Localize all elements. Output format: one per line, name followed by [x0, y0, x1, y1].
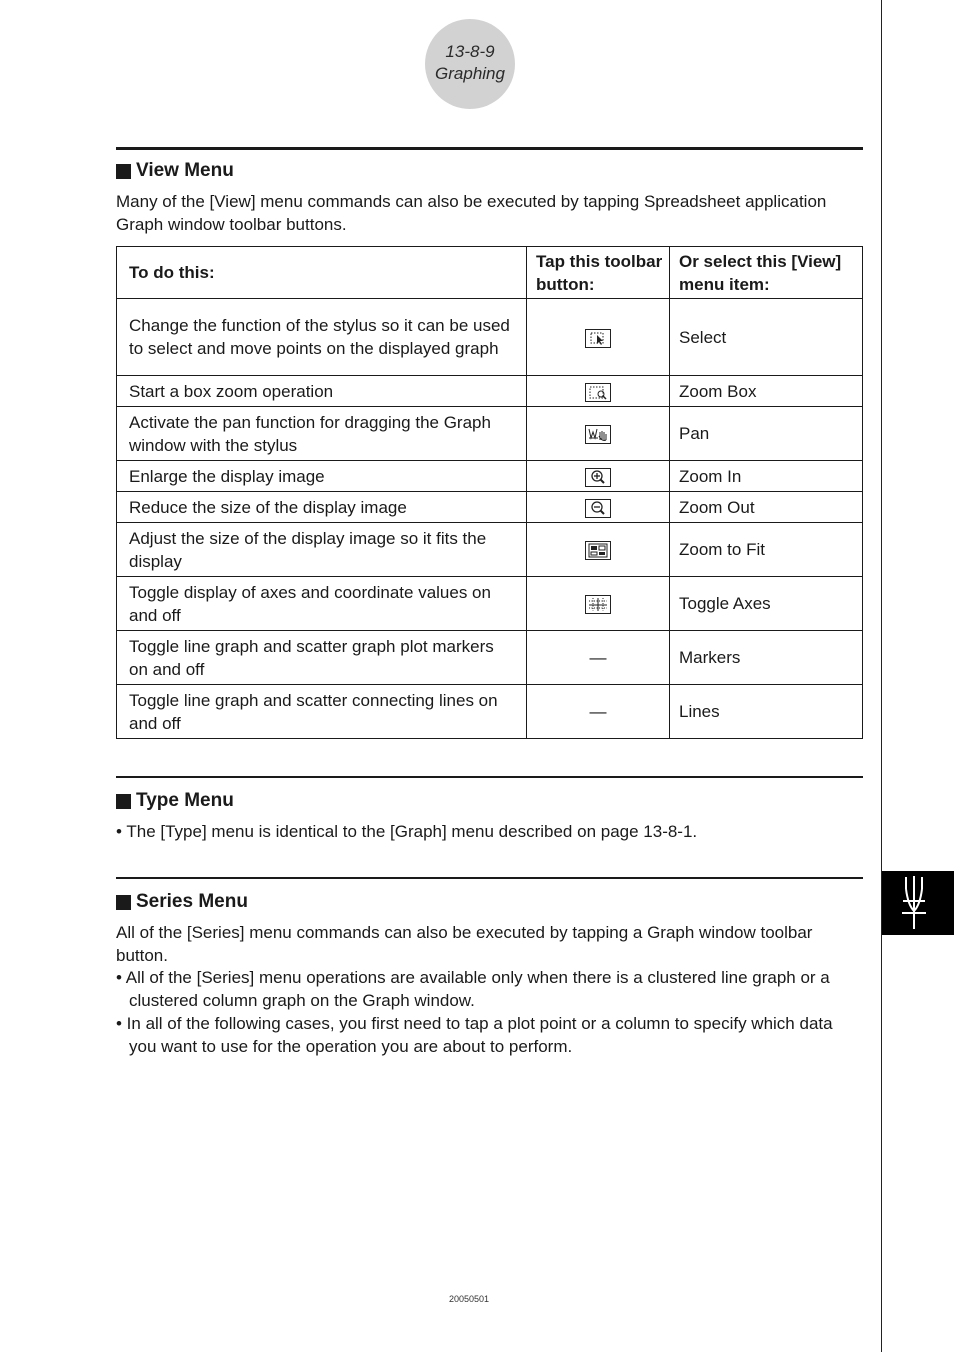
table-row: [117, 523, 863, 577]
no-button-dash: —: [589, 648, 607, 667]
row-menu-item: Pan: [670, 407, 863, 461]
table-row: [117, 685, 863, 739]
row-menu-item: Select: [670, 299, 863, 376]
row-action: Toggle line graph and scatter connecting lines on and off: [117, 685, 527, 739]
row-action: Reduce the size of the display image: [117, 492, 527, 523]
row-menu-item: Zoom In: [670, 461, 863, 492]
type-menu-bullet: • The [Type] menu is identical to the [Graph] menu described on page 13-8-1.: [116, 822, 698, 841]
square-bullet-icon: [116, 794, 131, 809]
no-button-dash: —: [589, 702, 607, 721]
row-button-cell: [527, 376, 670, 407]
row-button-cell: [527, 523, 670, 577]
chapter-tab: [882, 871, 954, 935]
row-button-cell: [527, 577, 670, 631]
row-button-cell: [527, 461, 670, 492]
section-rule: [116, 877, 863, 879]
header-action: To do this:: [117, 247, 527, 299]
header-menu-item: Or select this [View] menu item:: [670, 247, 863, 299]
row-menu-item: Toggle Axes: [670, 577, 863, 631]
row-action: Adjust the size of the display image so it fits the display: [117, 523, 527, 577]
view-menu-heading: [116, 160, 234, 182]
table-row: [117, 407, 863, 461]
page-number-badge: [425, 19, 515, 109]
series-menu-intro: All of the [Series] menu commands can also be executed by tapping a Graph window toolbar button.: [116, 923, 813, 965]
row-action: Toggle display of axes and coordinate values on and off: [117, 577, 527, 631]
zoom-out-icon: [585, 499, 611, 518]
row-menu-item: Zoom Out: [670, 492, 863, 523]
header-button: Tap this toolbar button:: [527, 247, 670, 299]
toggle-axes-icon: [585, 595, 611, 614]
view-menu-table: [116, 246, 863, 739]
table-header-row: [117, 247, 863, 299]
series-menu-bullet: • All of the [Series] menu operations are available only when there is a clustered line graph or a clustered column graph on the Graph window.: [116, 968, 830, 1010]
square-bullet-icon: [116, 164, 131, 179]
row-action: Start a box zoom operation: [117, 376, 527, 407]
table-row: [117, 577, 863, 631]
page-number: 13-8-9: [445, 42, 495, 61]
row-button-cell: [527, 492, 670, 523]
section-rule: [116, 147, 863, 150]
type-menu-heading-text: Type Menu: [136, 790, 234, 811]
table-row: [117, 299, 863, 376]
zoom-to-fit-icon: [585, 541, 611, 560]
row-menu-item: Zoom Box: [670, 376, 863, 407]
table-row: [117, 492, 863, 523]
row-action: Enlarge the display image: [117, 461, 527, 492]
row-action: Toggle line graph and scatter graph plot markers on and off: [117, 631, 527, 685]
row-menu-item: Lines: [670, 685, 863, 739]
row-button-cell: [527, 685, 670, 739]
view-menu-heading-text: View Menu: [136, 160, 234, 181]
row-action: Change the function of the stylus so it can be used to select and move points on the displayed graph: [117, 299, 527, 376]
zoom-in-icon: [585, 468, 611, 487]
table-row: [117, 376, 863, 407]
chapter-name: Graphing: [435, 64, 505, 83]
footer-code: 20050501: [449, 1294, 490, 1304]
section-rule: [116, 776, 863, 778]
series-menu-heading-text: Series Menu: [136, 891, 248, 912]
series-menu-bullet: • In all of the following cases, you first need to tap a plot point or a column to specify which data you want to use for the operation you are about to perform.: [116, 1014, 833, 1056]
select-icon: [585, 329, 611, 348]
view-menu-intro: Many of the [View] menu commands can also be executed by tapping Spreadsheet application Graph window toolbar buttons.: [116, 192, 827, 234]
table-row: [117, 631, 863, 685]
row-menu-item: Zoom to Fit: [670, 523, 863, 577]
series-menu-heading: [116, 891, 248, 913]
row-action: Activate the pan function for dragging the Graph window with the stylus: [117, 407, 527, 461]
type-menu-heading: [116, 790, 234, 812]
row-button-cell: [527, 299, 670, 376]
table-row: [117, 461, 863, 492]
margin-rule: [881, 0, 882, 1352]
row-button-cell: [527, 631, 670, 685]
row-menu-item: Markers: [670, 631, 863, 685]
pan-icon: [585, 425, 611, 444]
row-button-cell: [527, 407, 670, 461]
zoom-box-icon: [585, 383, 611, 402]
graph-chapter-icon: [882, 871, 954, 935]
square-bullet-icon: [116, 895, 131, 910]
